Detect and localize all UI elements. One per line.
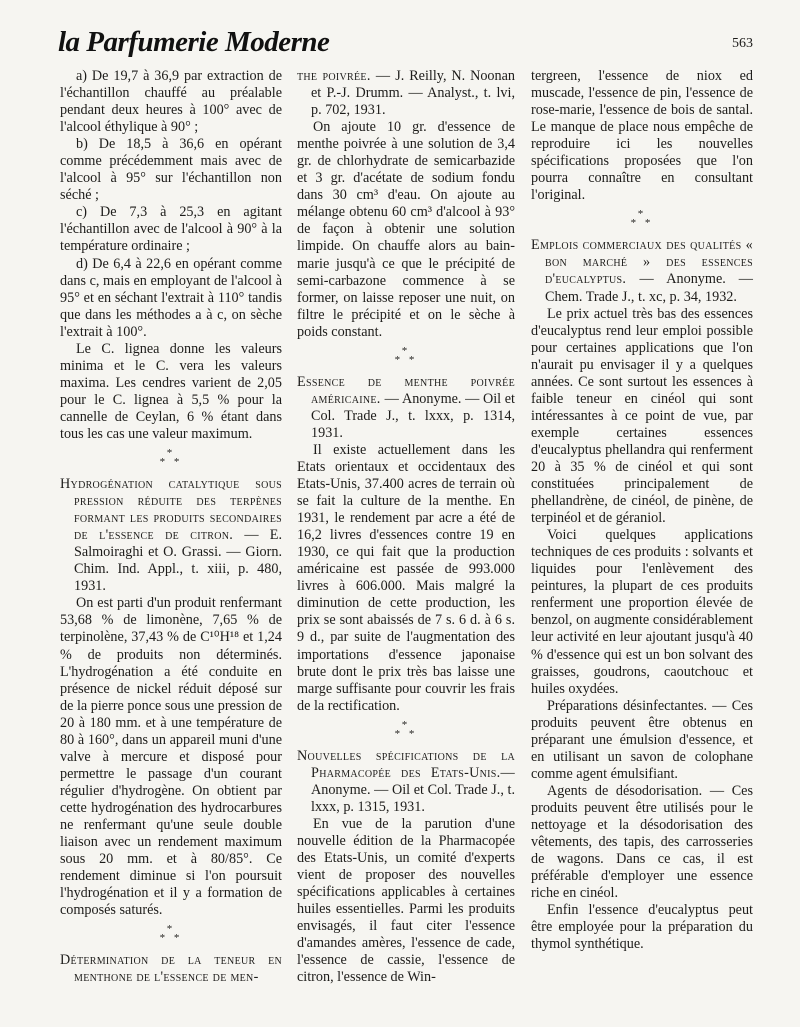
paragraph: Agents de désodorisation. — Ces produits peuvent être utilisés pour le nettoyage et la désodorisation des vêtements, des tapis, des carrosseries de wagons. Dans ce cas, il est préférable d'employer une essence riche en cinéol. (531, 782, 753, 902)
article-reference: E. Salmoiraghi et O. Grassi. — Giorn. Chim. Ind. Appl., t. xiii, p. 480, 1931. (74, 527, 283, 595)
article-title: Emplois commerciaux des qualités « bon marché » des essences d'eucalyptus. — (531, 237, 753, 288)
article-heading (297, 374, 515, 442)
section-separator: * * * (159, 447, 183, 469)
article-reference: J. Reilly, N. Noonan et P.-J. Drumm. — Analyst., t. lvi, p. 702, 1931. (311, 68, 515, 119)
article-reference: Anonyme. — Oil et Col. Trade J., t. lxxx, p. 1314, 1931. (311, 390, 515, 441)
section-separator: * * * (159, 923, 183, 945)
paragraph: c) De 7,3 à 25,3 en agitant l'échantillon avec de l'alcool à 90° à la température ordinaire ; (60, 204, 282, 255)
article-reference: Anonyme. — Chem. Trade J., t. xc, p. 34, 1932. (545, 271, 753, 305)
paragraph: Enfin l'essence d'eucalyptus peut être employée pour la préparation du thymol synthétique. (531, 902, 753, 953)
masthead: la Parfumerie Moderne (58, 26, 330, 58)
article-reference: Anonyme. — Oil et Col. Trade J., t. lxxx, p. 1315, 1931. (311, 781, 515, 815)
section-separator: * * * (630, 208, 654, 230)
paragraph: Le C. lignea donne les valeurs minima et le C. vera les valeurs maxima. Les cendres varient de 2,05 pour le C. lignea à 5,5 % pour la cannelle de Ceylan, 6 % étant dans tous les cas une valeur maximum. (60, 340, 282, 442)
article-title: Hydrogénation catalytique sous pression réduite des terpènes formant les produits secondaires de l'essence de citron. — (60, 476, 282, 544)
column-2 (297, 68, 515, 986)
paragraph: En vue de la parution d'une nouvelle édition de la Pharmacopée des Etats-Unis, un comité d'experts vient de proposer des nouvelles spécifications applicables à certaines huiles essentielles. Parmi les produits envisagés, il faut citer l'essence d'amandes amères, l'essence de cade, l'essence de cassie, l'essence de citron, l'essence de Win- (297, 815, 515, 986)
section-separator: * * * (394, 718, 418, 740)
article-heading (60, 952, 282, 986)
article-title: Nouvelles spécifications de la Pharmacopée des Etats-Unis.— (297, 747, 515, 781)
article-heading (531, 237, 753, 305)
paragraph: Voici quelques applications techniques de ces produits : solvants et liquides pour l'enlèvement des peintures, la plupart de ces produits renferment une proportion élevée de benzol, on augmente considérablement leur activité en leur ajoutant jusqu'à 40 % d'essence qui est un bon solvant des graisses, goudrons, caoutchouc et huiles oxydées. (531, 527, 753, 697)
section-separator: * * * (394, 344, 418, 366)
article-heading (60, 476, 282, 595)
paragraph: On est parti d'un produit renfermant 53,68 % de limonène, 7,65 % de terpinolène, 37,43 % de C¹⁰H¹⁸ et 1,24 % de produits non déterminés. L'hydrogénation a été conduite en présence de nickel réduit déposé sur de la pierre ponce sous une pression de 20 à 180 mm. et à une température de 80 à 160°, dans un appareil muni d'une valve à mercure et disposé pour permettre le passage d'un courant régulier d'hydrogène. On obtient par cette hydrogénation des hydrocarbures ne renfermant qu'une seule double liaison avec un rendement maximum sous 20 mm. et à 80/85°. Ce rendement diminue si l'on poursuit l'hydrogénation et il y a formation de composés saturés. (60, 595, 282, 919)
paragraph: On ajoute 10 gr. d'essence de menthe poivrée à une solution de 3,4 gr. de chlorhydrate de semicarbazide et 3 gr. d'acétate de sodium fondu dans 30 cm³ d'eau. On ajoute au mélange obtenu 60 cm³ d'alcool à 93° de façon à obtenir une solution limpide. On chauffe alors au bain-marie jusqu'à ce que le précipité de semi-carbazone commence à se former, on laisse reposer une nuit, on filtre le précipité et on le sèche à poids constant. (297, 119, 515, 340)
paragraph: b) De 18,5 à 36,6 en opérant comme précédemment mais avec de l'alcool à 95° sur l'échantillon non séché ; (60, 136, 282, 204)
page-number: 563 (732, 36, 753, 51)
article-heading (297, 748, 515, 816)
paragraph: Préparations désinfectantes. — Ces produits peuvent être obtenus en préparant une émulsion d'essence, et en utilisant un savon de colophane comme agent émulsifiant. (531, 697, 753, 782)
paragraph: d) De 6,4 à 22,6 en opérant comme dans c, mais en employant de l'alcool à 95° et en séchant l'extrait à 110° tandis que dans les méthodes a à c, on sèche l'extrait à 100°. (60, 255, 282, 340)
article-title: the poivrée. — (297, 68, 391, 84)
article-title: Détermination de la teneur en menthone de l'essence de men- (60, 952, 282, 986)
article-title: Essence de menthe poivrée américaine. — (297, 373, 515, 407)
column-1 (60, 68, 282, 986)
paragraph: Il existe actuellement dans les Etats orientaux et occidentaux des Etats-Unis, 37.400 acres de terrain où se fait la culture de la menthe. En 1931, le rendement par acre a été de 16,2 livres d'essences contre 19 en 1930, ce qui fait que la production américaine est passée de 993.000 livres à 606.000. Mais malgré la diminution de cette production, les prix se sont abaissés de 7 s. 6 d. à 6 s. 9 d., par suite de l'augmentation des importations d'essence japonaise brute dont le prix très bas laisse une marge suffisante pour couvrir les frais de la rectification. (297, 441, 515, 714)
article-heading-continued (297, 68, 515, 119)
column-3 (531, 68, 753, 953)
paragraph: a) De 19,7 à 36,9 par extraction de l'échantillon chauffé au préalable pendant deux heures à 100° avec de l'alcool éthylique à 90° ; (60, 68, 282, 136)
paragraph: Le prix actuel très bas des essences d'eucalyptus rend leur emploi possible pour certaines applications que l'on n'aurait pu envisager il y a quelques années. Ce sont surtout les essences à faible teneur en cinéol qui sont intéressantes à ce point de vue, par exemple certaines essences d'eucalyptus phellandra qui renferment 20 à 35 % de cinéol et qui sont constituées principalement de phellandrène, de cinéol, de pinène, de terpinéol et de géraniol. (531, 305, 753, 527)
paragraph: tergreen, l'essence de niox ed muscade, l'essence de pin, l'essence de rose-marie, l'essence de bois de santal. Le manque de place nous empêche de reproduire ici les nouvelles spécifications proposées que l'on pourra connaître en consultant l'original. (531, 68, 753, 204)
